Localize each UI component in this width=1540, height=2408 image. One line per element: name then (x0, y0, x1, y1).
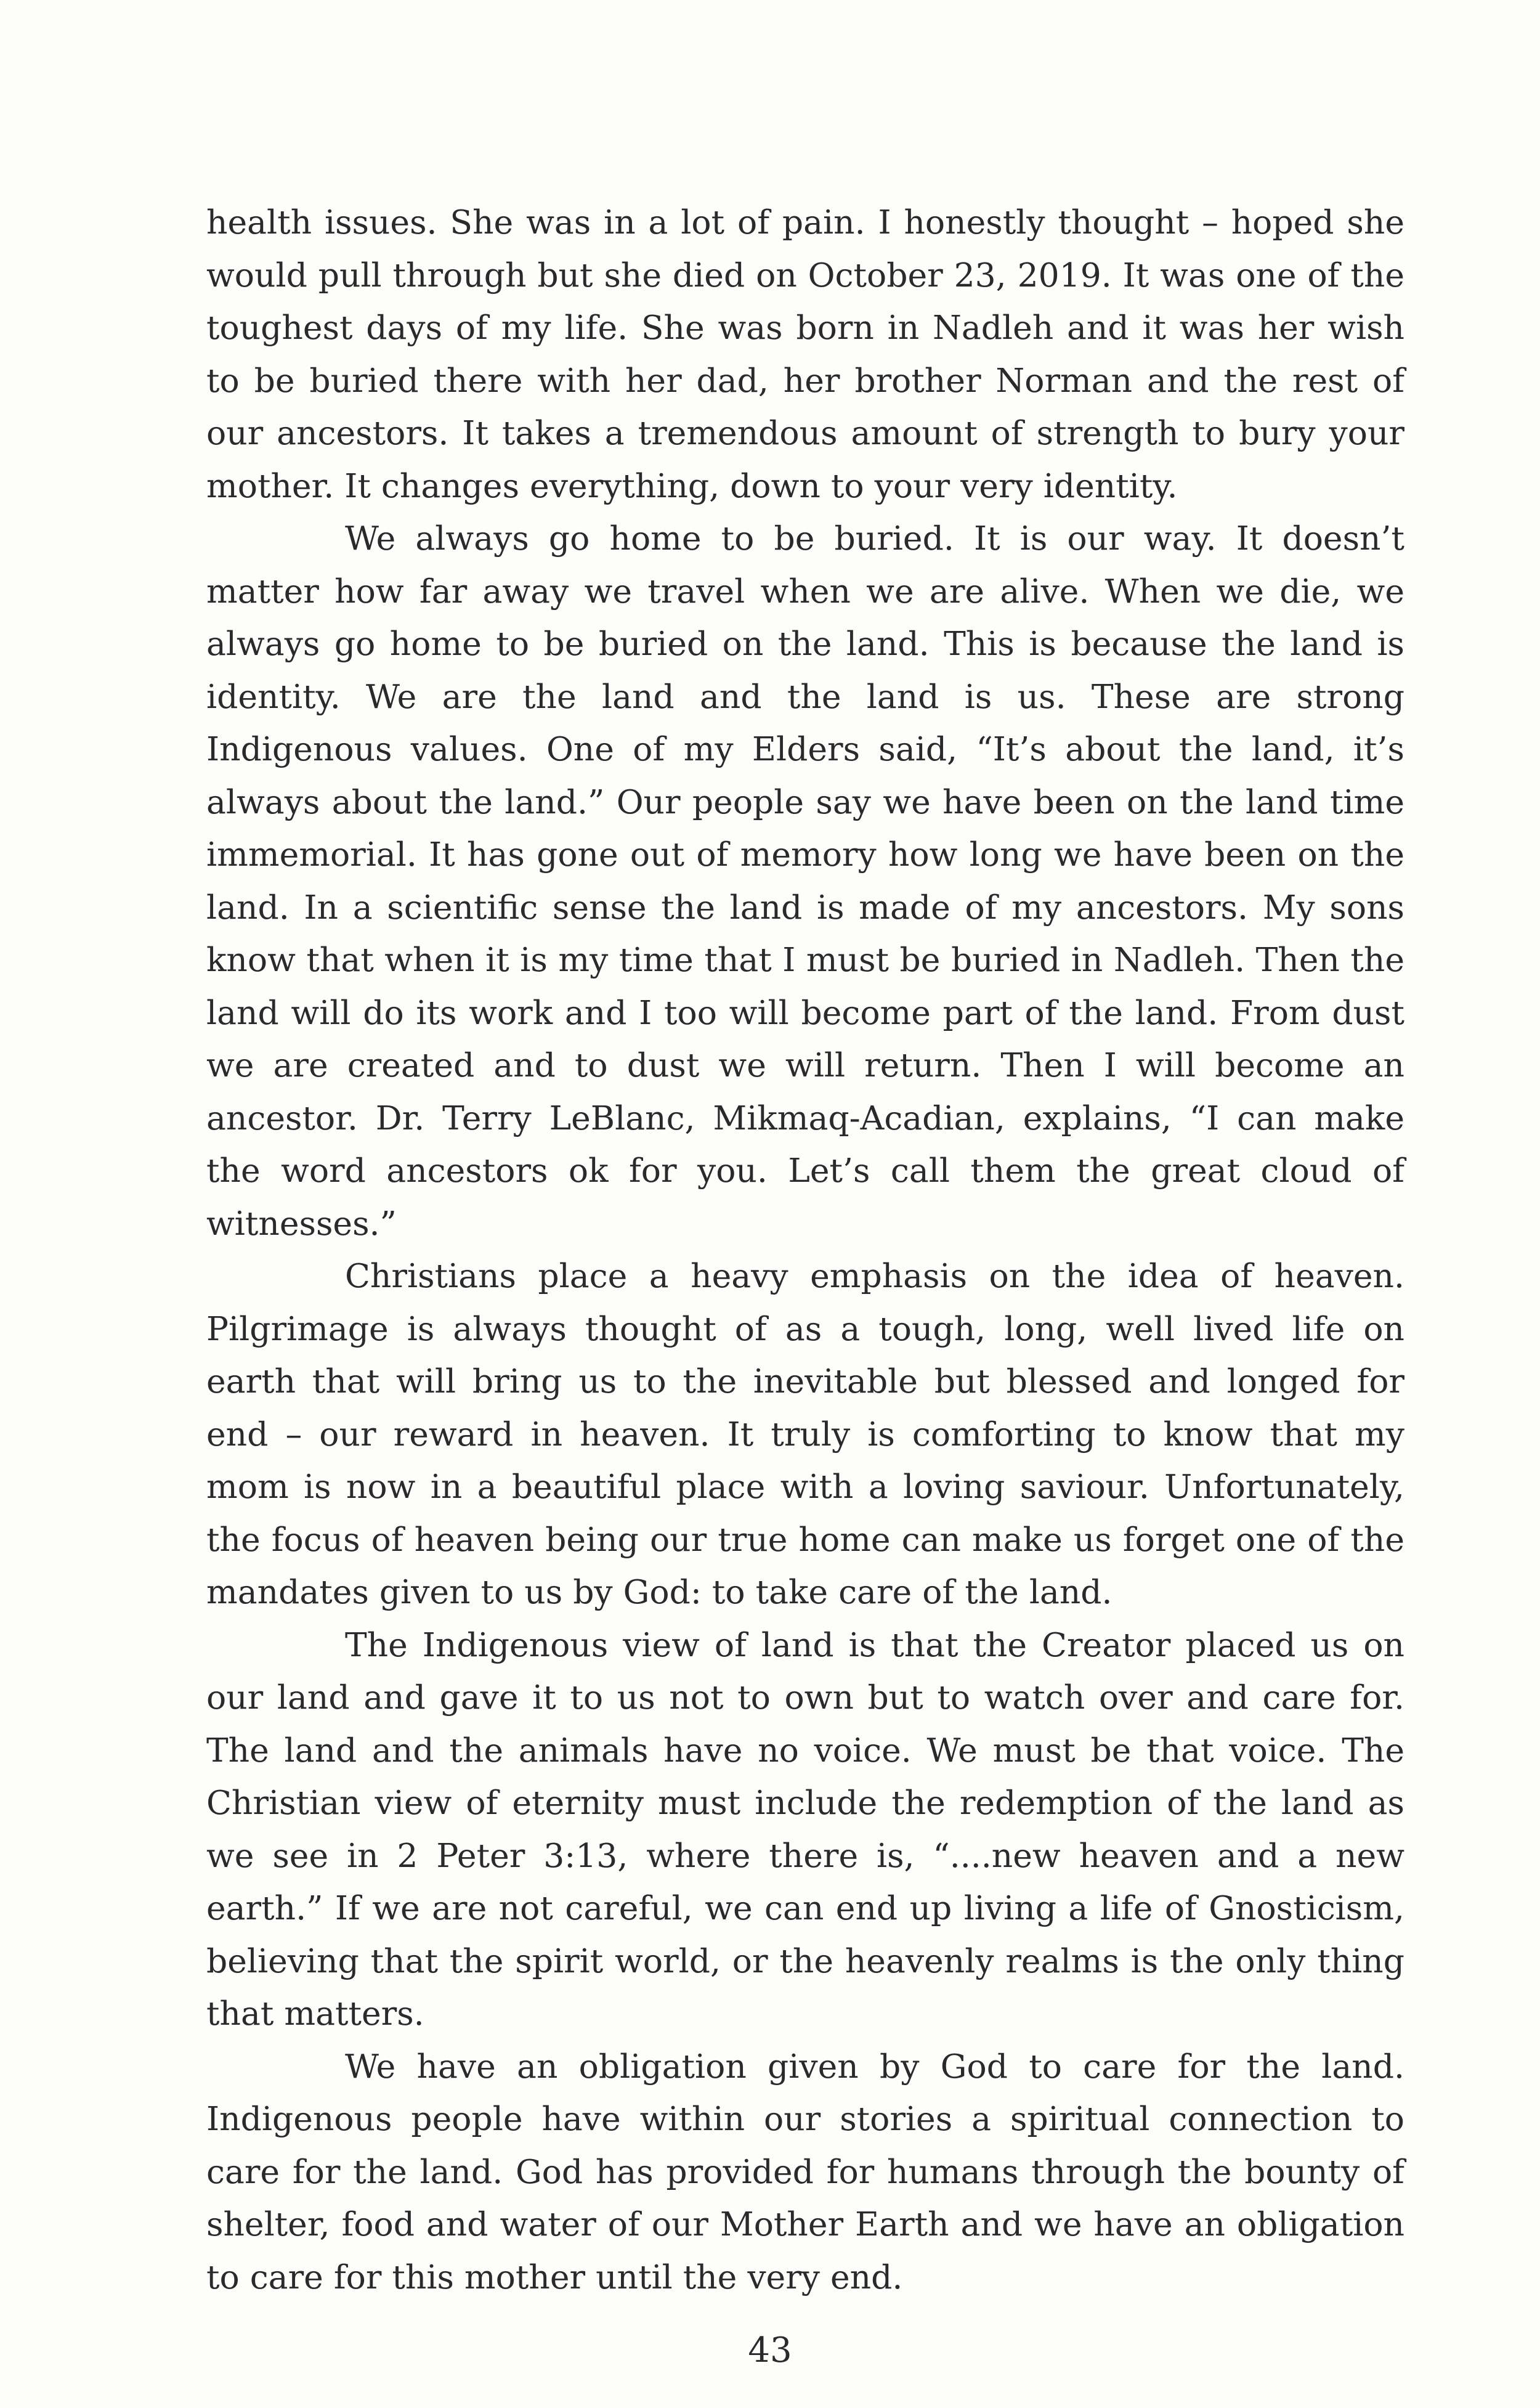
page-number: 43 (748, 2330, 792, 2370)
paragraph-1: health issues. She was in a lot of pain. I honestly thought – hoped she would pull through but she died on October 23, 2019. It was one of the toughest days of my life. She was born in Nadleh and it was her wish to be buried there with her dad, her brother Norman and the rest of our ancestors. It takes a tremendous amount of strength to bury your mother. It changes everything, down to your very identity. (206, 203, 1404, 505)
paragraph-5: We have an obligation given by God to care for the land. Indigenous people have within our stories a spiritual connection to care for the land. God has provided for humans through the bounty of shelter, food and water of our Mother Earth and we have an obligation to care for this mother until the very end. (206, 2046, 1404, 2296)
body-text (206, 196, 1404, 2303)
paragraph-3: Christians place a heavy emphasis on the idea of heaven. Pilgrimage is always thought of as a tough, long, well lived life on earth that will bring us to the inevitable but blessed and longed for end – our reward in heaven. It truly is comforting to know that my mom is now in a beautiful place with a loving saviour. Unfortunately, the focus of heaven being our true home can make us forget one of the mandates given to us by God: to take care of the land. (206, 1256, 1404, 1611)
paragraph-4: The Indigenous view of land is that the Creator placed us on our land and gave it to us not to own but to watch over and care for. The land and the animals have no voice. We must be that voice. The Christian view of eternity must include the redemption of the land as we see in 2 Peter 3:13, where there is, “....new heaven and a new earth.” If we are not careful, we can end up living a life of Gnosticism, believing that the spirit world, or the heavenly realms is the only thing that matters. (206, 1625, 1404, 2033)
paragraph-2: We always go home to be buried. It is our way. It doesn’t matter how far away we travel when we are alive. When we die, we always go home to be buried on the land. This is because the land is identity. We are the land and the land is us. These are strong Indigenous values. One of my Elders said, “It’s about the land, it’s always about the land.” Our people say we have been on the land time immemorial. It has gone out of memory how long we have been on the land. In a scientific sense the land is made of my ancestors. My sons know that when it is my time that I must be buried in Nadleh. Then the land will do its work and I too will become part of the land. From dust we are created and to dust we will return. Then I will become an ancestor. Dr. Terry LeBlanc, Mikmaq-Acadian, explains, “I can make the word ancestors ok for you. Let’s call them the great cloud of witnesses.” (206, 519, 1404, 1243)
